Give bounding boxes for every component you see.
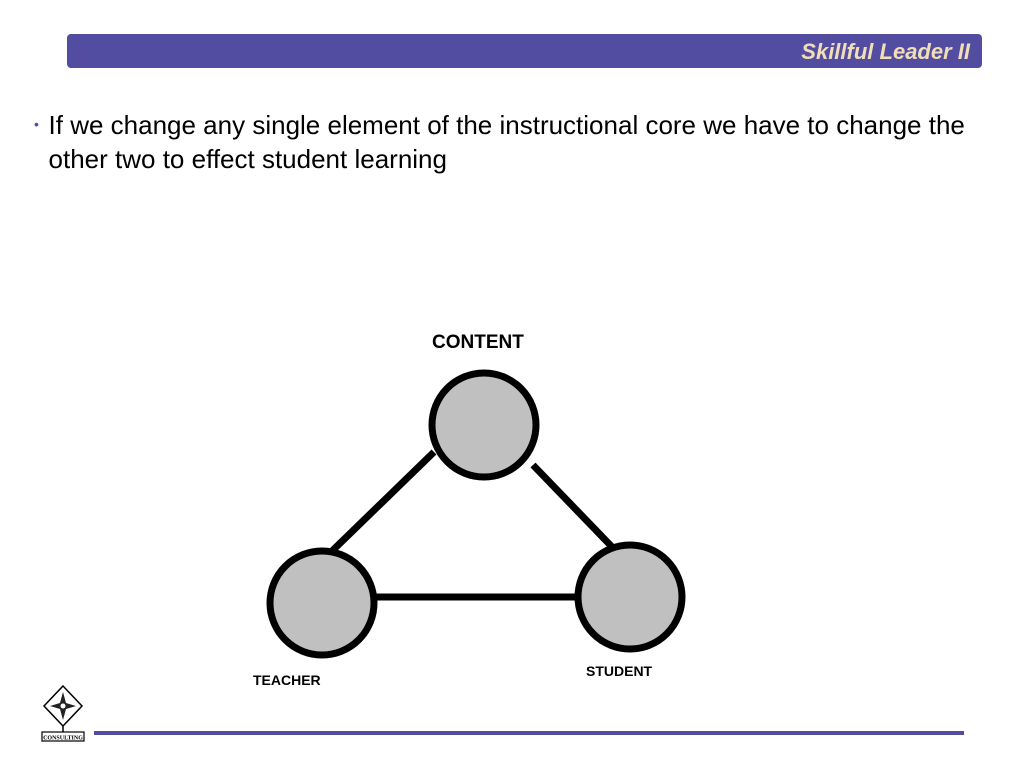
footer-divider	[94, 731, 964, 735]
node-label-student: STUDENT	[586, 663, 653, 679]
bullet-marker: •	[34, 116, 39, 132]
slide-title: Skillful Leader II	[801, 39, 970, 64]
ready-about-consulting-logo	[30, 682, 96, 744]
node-label-teacher: TEACHER	[253, 672, 321, 688]
bullet-text: If we change any single element of the instructional core we have to change the other two to effect student learning	[48, 110, 965, 174]
edge-content-student	[533, 465, 615, 550]
edge-content-teacher	[331, 452, 434, 552]
compass-star-icon	[30, 682, 96, 744]
svg-text:CONSULTING: CONSULTING	[43, 735, 83, 742]
node-content	[432, 373, 536, 477]
node-student	[578, 545, 682, 649]
node-teacher	[270, 551, 374, 655]
node-label-content: CONTENT	[432, 332, 524, 353]
